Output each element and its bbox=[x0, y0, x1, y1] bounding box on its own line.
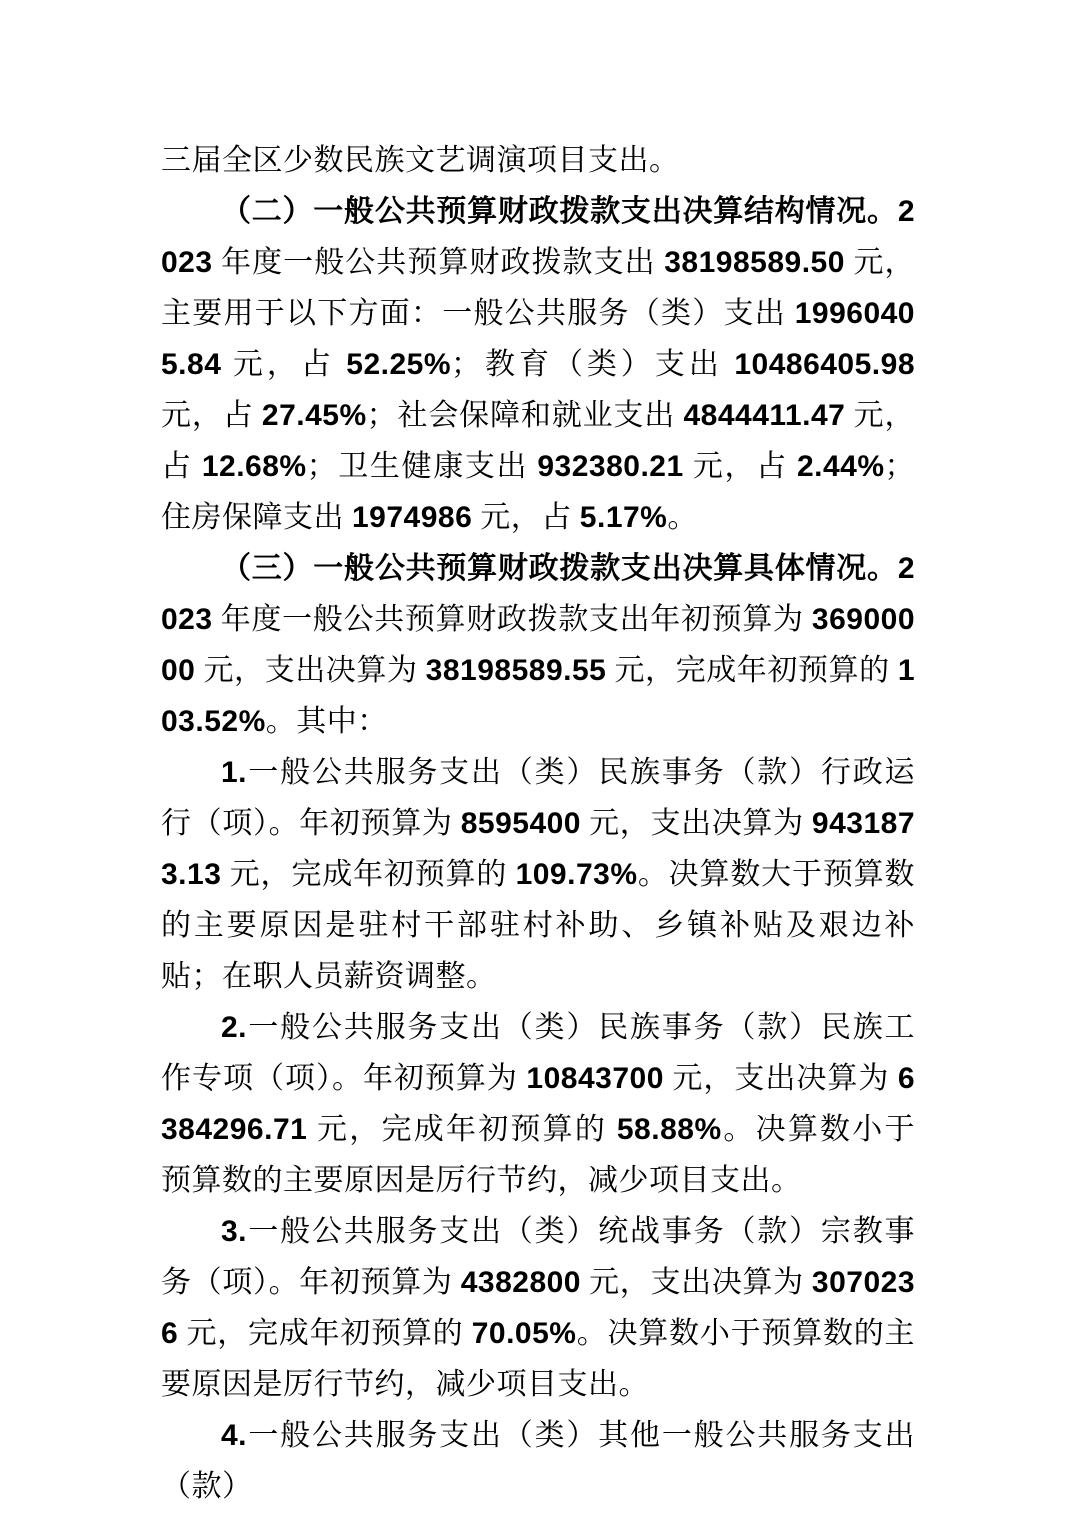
text-segment: 一般公共服务支出（类）统战事务（款）宗教事务（项）。年初预算为 bbox=[161, 1215, 915, 1299]
text-segment: 一般公共服务支出（类）民族事务（款）民族工作专项（项）。年初预算为 bbox=[161, 1011, 915, 1095]
paragraph-section-2 bbox=[161, 186, 915, 543]
numeric-text: 19960405.84 bbox=[161, 297, 915, 381]
numeric-text: 109.73% bbox=[515, 858, 638, 891]
text-segment: 元，占 bbox=[683, 450, 797, 483]
heading-text: （三）一般公共预算财政拨款支出决算具体情况。 bbox=[221, 552, 898, 585]
text-segment: 元，完成年初预算的 bbox=[178, 1317, 472, 1350]
numeric-text: 10843700 bbox=[526, 1062, 664, 1095]
numeric-text: 9431873.13 bbox=[161, 807, 916, 891]
text-segment: 元，占 bbox=[472, 501, 580, 534]
numeric-text: 932380.21 bbox=[537, 450, 684, 483]
paragraph-item-3 bbox=[161, 1206, 915, 1410]
text-segment: 元，占 bbox=[161, 399, 262, 432]
numeric-text: 5.17% bbox=[579, 501, 668, 534]
numeric-text: 4. bbox=[221, 1419, 248, 1452]
numeric-text: 52.25% bbox=[346, 348, 452, 381]
numeric-text: 27.45% bbox=[261, 399, 367, 432]
numeric-text: 103.52% bbox=[161, 654, 916, 738]
text-segment: 元，占 bbox=[221, 348, 347, 381]
numeric-text: 1974986 bbox=[352, 501, 473, 534]
numeric-text: 36900000 bbox=[161, 603, 915, 687]
text-segment: ；社会保障和就业支出 bbox=[366, 399, 684, 432]
numeric-text: 6384296.71 bbox=[161, 1062, 916, 1146]
text-segment: ；卫生健康支出 bbox=[306, 450, 538, 483]
numeric-text: 2023 bbox=[161, 552, 915, 636]
numeric-text: 38198589.50 bbox=[664, 246, 845, 279]
text-segment: 元，支出决算为 bbox=[581, 1266, 812, 1299]
text-segment: 年度一般公共预算财政拨款支出年初预算为 bbox=[212, 603, 812, 636]
paragraph-section-3 bbox=[161, 543, 915, 747]
text-segment: 一般公共服务支出（类）其他一般公共服务支出（款） bbox=[161, 1419, 915, 1503]
text-segment: 元，支出决算为 bbox=[195, 654, 426, 687]
text-segment: 。决算数大于预算数的主要原因是驻村干部驻村补助、乡镇补贴及艰边补贴；在职人员薪资调整。 bbox=[161, 858, 916, 993]
numeric-text: 4844411.47 bbox=[683, 399, 846, 432]
text-segment: 年度一般公共预算财政拨款支出 bbox=[212, 246, 665, 279]
text-segment: 。其中： bbox=[265, 705, 388, 738]
paragraph-item-2 bbox=[161, 1002, 915, 1206]
paragraph-item-4 bbox=[161, 1410, 915, 1512]
text-segment: 元，主要用于以下方面：一般公共服务（类）支出 bbox=[161, 246, 916, 330]
paragraph-item-1 bbox=[161, 747, 915, 1002]
text-segment: 元，占 bbox=[161, 399, 916, 483]
text-segment: ；住房保障支出 bbox=[161, 450, 916, 534]
paragraph-continuation bbox=[161, 135, 915, 186]
numeric-text: 4382800 bbox=[460, 1266, 581, 1299]
numeric-text: 58.88% bbox=[616, 1113, 722, 1146]
numeric-text: 1. bbox=[221, 756, 248, 789]
numeric-text: 2. bbox=[221, 1011, 248, 1044]
text-segment: 元，完成年初预算的 bbox=[606, 654, 898, 687]
numeric-text: 2023 bbox=[161, 195, 915, 279]
numeric-text: 8595400 bbox=[460, 807, 581, 840]
text-segment: ；教育（类）支出 bbox=[451, 348, 735, 381]
text-segment: 一般公共服务支出（类）民族事务（款）行政运行（项）。年初预算为 bbox=[161, 756, 915, 840]
heading-text: （二）一般公共预算财政拨款支出决算结构情况。 bbox=[221, 195, 898, 228]
numeric-text: 3070236 bbox=[161, 1266, 916, 1350]
text-segment: 元，支出决算为 bbox=[581, 807, 812, 840]
text-segment: 三届全区少数民族文艺调演项目支出。 bbox=[161, 144, 680, 177]
numeric-text: 2.44% bbox=[796, 450, 885, 483]
numeric-text: 10486405.98 bbox=[734, 348, 916, 381]
numeric-text: 12.68% bbox=[201, 450, 307, 483]
numeric-text: 38198589.55 bbox=[425, 654, 607, 687]
text-segment: 元，支出决算为 bbox=[663, 1062, 898, 1095]
text-segment: 。决算数小于预算数的主要原因是厉行节约，减少项目支出。 bbox=[161, 1113, 916, 1197]
numeric-text: 70.05% bbox=[471, 1317, 577, 1350]
text-segment: 。决算数小于预算数的主要原因是厉行节约，减少项目支出。 bbox=[161, 1317, 915, 1401]
text-segment: 。 bbox=[667, 501, 698, 534]
text-segment: 元，完成年初预算的 bbox=[221, 858, 516, 891]
document-body bbox=[161, 135, 915, 1512]
text-segment: 元，完成年初预算的 bbox=[307, 1113, 617, 1146]
numeric-text: 3. bbox=[221, 1215, 248, 1248]
